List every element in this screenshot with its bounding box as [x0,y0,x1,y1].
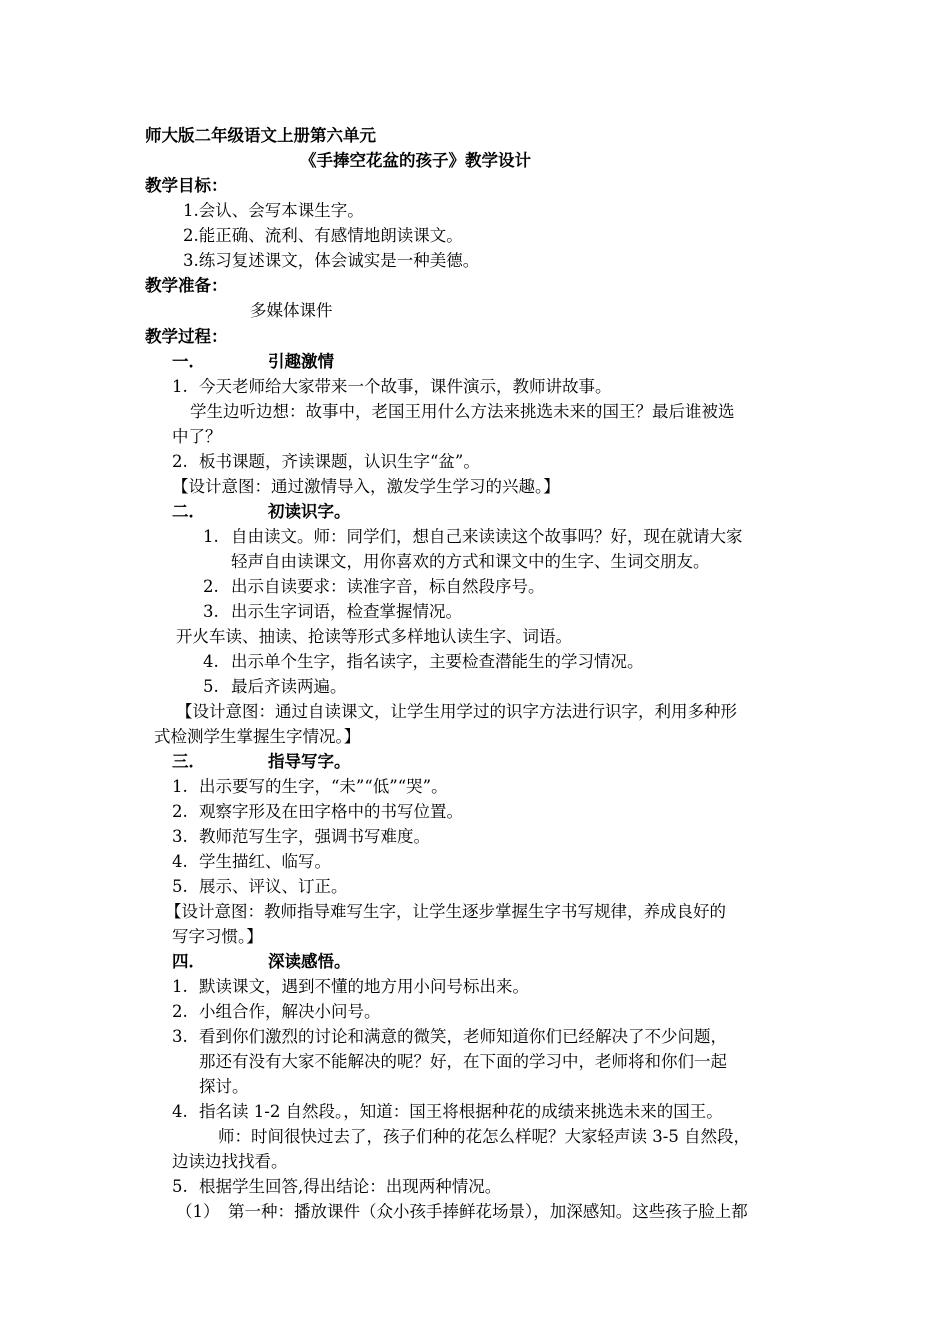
goal-item: 1.会认、会写本课生字。 [183,201,364,220]
list-item: 教师范写生字，强调书写难度。 [199,827,430,846]
design-intent: 式检测学生掌握生字情况。】 [154,727,361,746]
item-number: 1. [172,377,188,396]
section-number: 一． [172,352,205,371]
design-intent: 【设计意图：通过自读课文，让学生用学过的识字方法进行识字，利用多种形 [176,702,737,721]
item-number: 5. [172,1177,188,1196]
section-title: 指导写字。 [268,752,351,771]
item-number: 5. [203,677,219,696]
series-heading: 师大版二年级语文上册第六单元 [145,126,376,145]
item-number: 1. [172,777,188,796]
sub-item: 第一种：播放课件（众小孩手捧鲜花场景），加深感知。这些孩子脸上都 [228,1202,748,1221]
item-number: 2. [172,1002,188,1021]
paragraph-line: 开火车读、抽读、抢读等形式多样地认读生字、词语。 [176,627,572,646]
item-number: 2. [172,452,188,471]
item-number: 3. [172,1027,188,1046]
list-item: 看到你们激烈的讨论和满意的微笑，老师知道你们已经解决了不少问题， [199,1027,727,1046]
section-number: 三． [172,752,205,771]
item-number: 3. [203,602,219,621]
section-number: 二． [172,502,205,521]
list-item: 出示要写的生字，“未”“低”“哭”。 [199,777,448,796]
design-intent: 【设计意图：通过激情导入，激发学生学习的兴趣。】 [172,477,560,496]
list-item: 根据学生回答,得出结论：出现两种情况。 [199,1177,502,1196]
list-item: 出示生字词语，检查掌握情况。 [231,602,462,621]
list-item: 指名读 1-2 自然段。，知道：国王将根据种花的成绩来挑选未来的国王。 [199,1102,723,1121]
list-item: 今天老师给大家带来一个故事，课件演示，教师讲故事。 [199,377,612,396]
sub-item-number: （1） [176,1202,220,1221]
section-title: 引趣激情 [268,352,334,371]
item-number: 2. [172,802,188,821]
list-item: 探讨。 [199,1077,249,1096]
list-item: 板书课题，齐读课题，认识生字“盆”。 [199,452,480,471]
list-item: 最后齐读两遍。 [231,677,347,696]
goals-heading: 教学目标： [145,176,228,195]
list-item: 那还有没有大家不能解决的呢？好，在下面的学习中，老师将和你们一起 [199,1052,727,1071]
paragraph-line: 中了？ [172,427,222,446]
process-heading: 教学过程： [145,327,228,346]
list-item: 出示单个生字，指名读字，主要检查潜能生的学习情况。 [231,652,644,671]
item-number: 1. [203,527,219,546]
prep-content: 多媒体课件 [250,301,333,320]
list-item: 展示、评议、订正。 [199,877,348,896]
section-number: 四． [172,952,205,971]
paragraph-line: 师：时间很快过去了，孩子们种的花怎么样呢？大家轻声读 3-5 自然段， [218,1127,751,1146]
list-item: 出示自读要求：读准字音，标自然段序号。 [231,577,545,596]
paragraph-line: 边读边找找看。 [172,1152,288,1171]
item-number: 4. [172,852,188,871]
prep-heading: 教学准备： [145,276,228,295]
design-intent: 【设计意图：教师指导难写生字，让学生逐步掌握生字书写规律，养成良好的 [165,902,726,921]
list-item: 小组合作，解决小问号。 [199,1002,381,1021]
list-item: 轻声自由读课文，用你喜欢的方式和课文中的生字、生词交朋友。 [231,552,710,571]
list-item: 默读课文，遇到不懂的地方用小问号标出来。 [199,977,529,996]
item-number: 3. [172,827,188,846]
item-number: 4. [172,1102,188,1121]
item-number: 5. [172,877,188,896]
item-number: 4. [203,652,219,671]
goal-item: 2.能正确、流利、有感情地朗读课文。 [183,226,463,245]
list-item: 学生描红、临写。 [199,852,331,871]
item-number: 1. [172,977,188,996]
section-title: 深读感悟。 [268,952,351,971]
list-item: 观察字形及在田字格中的书写位置。 [199,802,463,821]
design-intent: 写字习惯。】 [172,927,263,946]
list-item: 自由读文。师：同学们，想自己来读读这个故事吗？好，现在就请大家 [231,527,743,546]
section-title: 初读识字。 [268,502,351,521]
goal-item: 3.练习复述课文，体会诚实是一种美德。 [183,251,480,270]
paragraph-line: 学生边听边想：故事中，老国王用什么方法来挑选未来的国王？最后谁被选 [190,402,735,421]
document-title: 《手捧空花盆的孩子》教学设计 [300,151,531,170]
item-number: 2. [203,577,219,596]
